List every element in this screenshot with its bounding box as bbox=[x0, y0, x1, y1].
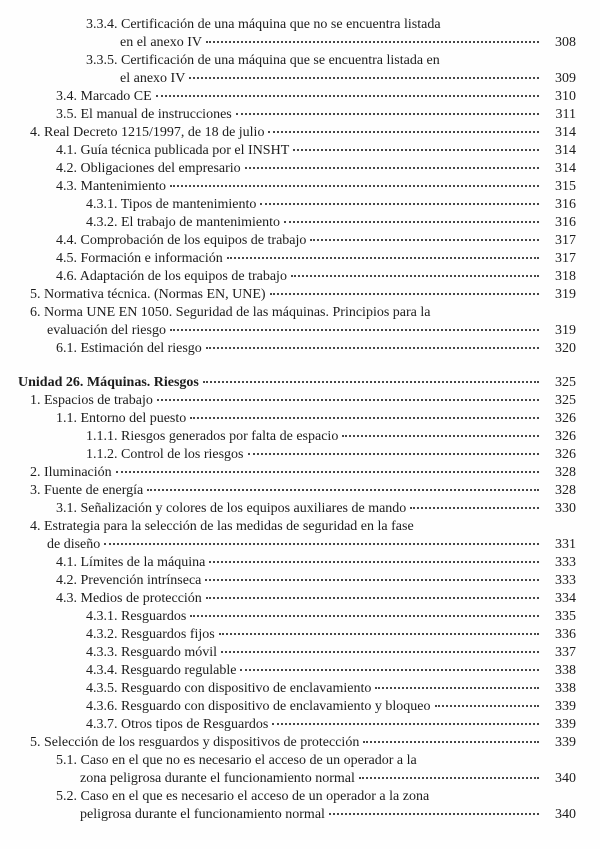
toc-entry-text: 4.1. Límites de la máquina bbox=[56, 555, 206, 570]
toc-entry-text: 4.5. Formación e información bbox=[56, 251, 223, 266]
dot-leader bbox=[116, 471, 539, 473]
dot-leader bbox=[190, 615, 539, 617]
toc-entry-text: 2. Iluminación bbox=[30, 465, 112, 480]
toc-entry-text: 1.1.2. Control de los riesgos bbox=[86, 447, 244, 462]
page-number: 328 bbox=[555, 465, 576, 480]
dot-leader bbox=[435, 705, 540, 707]
dot-leader bbox=[189, 77, 539, 79]
toc-entry-text: 3.5. El manual de instrucciones bbox=[56, 107, 232, 122]
toc-entry-line bbox=[18, 304, 576, 322]
dot-leader bbox=[310, 239, 539, 241]
toc-entry-line bbox=[18, 788, 576, 806]
page-number: 326 bbox=[555, 429, 576, 444]
toc-entry-text: 4.3.3. Resguardo móvil bbox=[86, 645, 218, 660]
toc-entry bbox=[18, 160, 576, 178]
toc-entry bbox=[18, 644, 576, 662]
toc-entry-line bbox=[18, 698, 576, 716]
toc-entry bbox=[18, 680, 576, 698]
toc-entry-text: 4.2. Obligaciones del empresario bbox=[56, 161, 241, 176]
toc-entry bbox=[18, 662, 576, 680]
dot-leader bbox=[104, 543, 539, 545]
toc-entry-line bbox=[18, 482, 576, 500]
toc-entry bbox=[18, 52, 576, 88]
toc-entry-text: 3.3.4. Certificación de una máquina que no se encuentra listada bbox=[86, 17, 441, 32]
toc-entry bbox=[18, 196, 576, 214]
page-number: 314 bbox=[555, 125, 576, 140]
dot-leader bbox=[272, 723, 539, 725]
toc-entry-line bbox=[18, 374, 576, 392]
toc-entry bbox=[18, 428, 576, 446]
page-number: 319 bbox=[555, 287, 576, 302]
dot-leader bbox=[291, 275, 539, 277]
dot-leader bbox=[363, 741, 539, 743]
toc-entry-line bbox=[18, 464, 576, 482]
toc-entry-line bbox=[18, 160, 576, 178]
toc-entry-line bbox=[18, 806, 576, 824]
toc-entry bbox=[18, 698, 576, 716]
page-number: 320 bbox=[555, 341, 576, 356]
page-number: 328 bbox=[555, 483, 576, 498]
toc-entry-text: 4.3. Mantenimiento bbox=[56, 179, 167, 194]
toc-entry-line bbox=[18, 250, 576, 268]
toc-entry bbox=[18, 142, 576, 160]
toc-entry-text: 4.4. Comprobación de los equipos de trabajo bbox=[56, 233, 307, 248]
toc-entry-line bbox=[18, 572, 576, 590]
toc-entry-line bbox=[18, 716, 576, 734]
page-number: 311 bbox=[555, 107, 576, 122]
page-number: 335 bbox=[555, 609, 576, 624]
dot-leader bbox=[329, 813, 539, 815]
toc-entry-text: 4.3.1. Tipos de mantenimiento bbox=[86, 197, 257, 212]
toc-entry-line bbox=[18, 662, 576, 680]
dot-leader bbox=[203, 381, 539, 383]
toc-entry-text: 4.3.6. Resguardo con dispositivo de enclavamiento y bloqueo bbox=[86, 699, 431, 714]
toc-entry-line bbox=[18, 626, 576, 644]
toc-entry-text: 5. Selección de los resguardos y dispositivos de protección bbox=[30, 735, 360, 750]
page-number: 340 bbox=[555, 807, 576, 822]
dot-leader bbox=[375, 687, 539, 689]
toc-entry-text: 1.1. Entorno del puesto bbox=[56, 411, 187, 426]
toc-entry bbox=[18, 214, 576, 232]
dot-leader bbox=[221, 651, 539, 653]
toc-entry-text: Unidad 26. Máquinas. Riesgos bbox=[18, 375, 199, 390]
toc-entry-line bbox=[18, 752, 576, 770]
dot-leader bbox=[240, 669, 539, 671]
dot-leader bbox=[293, 149, 539, 151]
toc-entry-text: 4. Estrategia para la selección de las medidas de seguridad en la fase bbox=[30, 519, 414, 534]
page-number: 333 bbox=[555, 573, 576, 588]
toc-entry-text: peligrosa durante el funcionamiento normal bbox=[80, 807, 325, 822]
toc-entry bbox=[18, 88, 576, 106]
dot-leader bbox=[245, 167, 539, 169]
toc-entry-line bbox=[18, 106, 576, 124]
dot-leader bbox=[206, 597, 539, 599]
toc-entry bbox=[18, 392, 576, 410]
dot-leader bbox=[209, 561, 539, 563]
dot-leader bbox=[270, 293, 539, 295]
page-number: 317 bbox=[555, 251, 576, 266]
dot-leader bbox=[410, 507, 539, 509]
page-number: 325 bbox=[555, 393, 576, 408]
dot-leader bbox=[206, 347, 539, 349]
page-number: 339 bbox=[555, 717, 576, 732]
toc-entry bbox=[18, 734, 576, 752]
dot-leader bbox=[170, 185, 539, 187]
toc-entry-text: 4.3.7. Otros tipos de Resguardos bbox=[86, 717, 269, 732]
toc-entry-line bbox=[18, 178, 576, 196]
toc-entry bbox=[18, 232, 576, 250]
toc-entry-line bbox=[18, 286, 576, 304]
toc-entry-line bbox=[18, 680, 576, 698]
page-number: 314 bbox=[555, 143, 576, 158]
toc-entry-text: 1.1.1. Riesgos generados por falta de espacio bbox=[86, 429, 339, 444]
toc-entry-line bbox=[18, 590, 576, 608]
page-number: 315 bbox=[555, 179, 576, 194]
toc-entry-text: 6. Norma UNE EN 1050. Seguridad de las máquinas. Principios para la bbox=[30, 305, 431, 320]
dot-leader bbox=[170, 329, 539, 331]
toc-entry-line bbox=[18, 446, 576, 464]
toc-entry bbox=[18, 16, 576, 52]
toc-entry bbox=[18, 374, 576, 392]
toc-entry bbox=[18, 626, 576, 644]
page-number: 338 bbox=[555, 663, 576, 678]
toc-entry-line bbox=[18, 428, 576, 446]
toc-entry-line bbox=[18, 536, 576, 554]
toc-entry bbox=[18, 124, 576, 142]
dot-leader bbox=[227, 257, 539, 259]
toc-entry bbox=[18, 106, 576, 124]
toc-entry bbox=[18, 752, 576, 788]
toc-entry bbox=[18, 590, 576, 608]
toc-entry-line bbox=[18, 770, 576, 788]
toc bbox=[18, 16, 576, 824]
dot-leader bbox=[268, 131, 539, 133]
toc-entry bbox=[18, 518, 576, 554]
toc-entry-text: 5.2. Caso en el que es necesario el acceso de un operador a la zona bbox=[56, 789, 430, 804]
dot-leader bbox=[359, 777, 539, 779]
toc-entry bbox=[18, 788, 576, 824]
toc-entry bbox=[18, 340, 576, 358]
page-number: 308 bbox=[555, 35, 576, 50]
toc-entry bbox=[18, 554, 576, 572]
page-number: 340 bbox=[555, 771, 576, 786]
toc-entry-text: 4.6. Adaptación de los equipos de trabajo bbox=[56, 269, 287, 284]
toc-entry bbox=[18, 500, 576, 518]
toc-entry-text: 3. Fuente de energía bbox=[30, 483, 144, 498]
toc-entry-text: 4.3.5. Resguardo con dispositivo de enclavamiento bbox=[86, 681, 372, 696]
toc-entry-text: evaluación del riesgo bbox=[47, 323, 166, 338]
dot-leader bbox=[147, 489, 539, 491]
toc-entry-line bbox=[18, 734, 576, 752]
dot-leader bbox=[156, 95, 539, 97]
page-number: 338 bbox=[555, 681, 576, 696]
toc-entry bbox=[18, 410, 576, 428]
page-number: 317 bbox=[555, 233, 576, 248]
toc-entry-line bbox=[18, 214, 576, 232]
toc-entry bbox=[18, 446, 576, 464]
toc-entry-line bbox=[18, 196, 576, 214]
toc-entry-text: 6.1. Estimación del riesgo bbox=[56, 341, 202, 356]
toc-entry-line bbox=[18, 232, 576, 250]
toc-entry-line bbox=[18, 608, 576, 626]
toc-entry-line bbox=[18, 392, 576, 410]
page-number: 325 bbox=[555, 375, 576, 390]
toc-entry-line bbox=[18, 88, 576, 106]
dot-leader bbox=[190, 417, 539, 419]
page-number: 339 bbox=[555, 735, 576, 750]
toc-entry-line bbox=[18, 70, 576, 88]
page-number: 326 bbox=[555, 447, 576, 462]
dot-leader bbox=[205, 579, 539, 581]
dot-leader bbox=[260, 203, 539, 205]
toc-entry-text: 4.3.2. El trabajo de mantenimiento bbox=[86, 215, 281, 230]
page-number: 318 bbox=[555, 269, 576, 284]
toc-entry bbox=[18, 572, 576, 590]
toc-entry-text: 4.3. Medios de protección bbox=[56, 591, 202, 606]
toc-entry-text: 4.3.1. Resguardos bbox=[86, 609, 187, 624]
toc-entry-line bbox=[18, 142, 576, 160]
page-number: 316 bbox=[555, 197, 576, 212]
toc-entry-text: 4.2. Prevención intrínseca bbox=[56, 573, 202, 588]
page-number: 310 bbox=[555, 89, 576, 104]
toc-entry bbox=[18, 608, 576, 626]
page-number: 333 bbox=[555, 555, 576, 570]
toc-entry-line bbox=[18, 644, 576, 662]
page-number: 314 bbox=[555, 161, 576, 176]
toc-entry bbox=[18, 250, 576, 268]
dot-leader bbox=[206, 41, 539, 43]
page-number: 334 bbox=[555, 591, 576, 606]
toc-entry-text: 3.4. Marcado CE bbox=[56, 89, 152, 104]
page-number: 326 bbox=[555, 411, 576, 426]
toc-entry-line bbox=[18, 322, 576, 340]
page-number: 316 bbox=[555, 215, 576, 230]
toc-entry bbox=[18, 268, 576, 286]
toc-entry-line bbox=[18, 554, 576, 572]
page-number: 319 bbox=[555, 323, 576, 338]
dot-leader bbox=[342, 435, 539, 437]
toc-entry-line bbox=[18, 34, 576, 52]
toc-entry-line bbox=[18, 410, 576, 428]
toc-entry-text: 1. Espacios de trabajo bbox=[30, 393, 153, 408]
toc-entry-text: de diseño bbox=[47, 537, 101, 552]
toc-entry-text: 3.3.5. Certificación de una máquina que se encuentra listada en bbox=[86, 53, 440, 68]
toc-entry-text: zona peligrosa durante el funcionamiento normal bbox=[80, 771, 355, 786]
toc-entry bbox=[18, 482, 576, 500]
toc-entry-text: 4.3.4. Resguardo regulable bbox=[86, 663, 237, 678]
toc-entry bbox=[18, 286, 576, 304]
toc-entry-text: 5. Normativa técnica. (Normas EN, UNE) bbox=[30, 287, 266, 302]
toc-entry bbox=[18, 304, 576, 340]
toc-entry-text: 3.1. Señalización y colores de los equipos auxiliares de mando bbox=[56, 501, 407, 516]
page-number: 336 bbox=[555, 627, 576, 642]
toc-entry bbox=[18, 464, 576, 482]
page-number: 330 bbox=[555, 501, 576, 516]
toc-entry-text: 4.1. Guía técnica publicada por el INSHT bbox=[56, 143, 290, 158]
toc-entry-line bbox=[18, 16, 576, 34]
toc-entry-line bbox=[18, 52, 576, 70]
toc-entry-line bbox=[18, 124, 576, 142]
toc-entry-line bbox=[18, 340, 576, 358]
dot-leader bbox=[157, 399, 539, 401]
page-number: 339 bbox=[555, 699, 576, 714]
toc-entry bbox=[18, 716, 576, 734]
toc-entry-text: 5.1. Caso en el que no es necesario el acceso de un operador a la bbox=[56, 753, 417, 768]
toc-entry-text: 4. Real Decreto 1215/1997, de 18 de julio bbox=[30, 125, 265, 140]
toc-entry-text: en el anexo IV bbox=[120, 35, 203, 50]
page-number: 331 bbox=[555, 537, 576, 552]
dot-leader bbox=[236, 113, 539, 115]
toc-entry-line bbox=[18, 518, 576, 536]
dot-leader bbox=[248, 453, 540, 455]
page-number: 337 bbox=[555, 645, 576, 660]
toc-entry-text: 4.3.2. Resguardos fijos bbox=[86, 627, 215, 642]
toc-entry-line bbox=[18, 500, 576, 518]
toc-entry-line bbox=[18, 268, 576, 286]
toc-entry bbox=[18, 178, 576, 196]
dot-leader bbox=[284, 221, 539, 223]
dot-leader bbox=[219, 633, 539, 635]
page-number: 309 bbox=[555, 71, 576, 86]
toc-entry-text: el anexo IV bbox=[120, 71, 186, 86]
